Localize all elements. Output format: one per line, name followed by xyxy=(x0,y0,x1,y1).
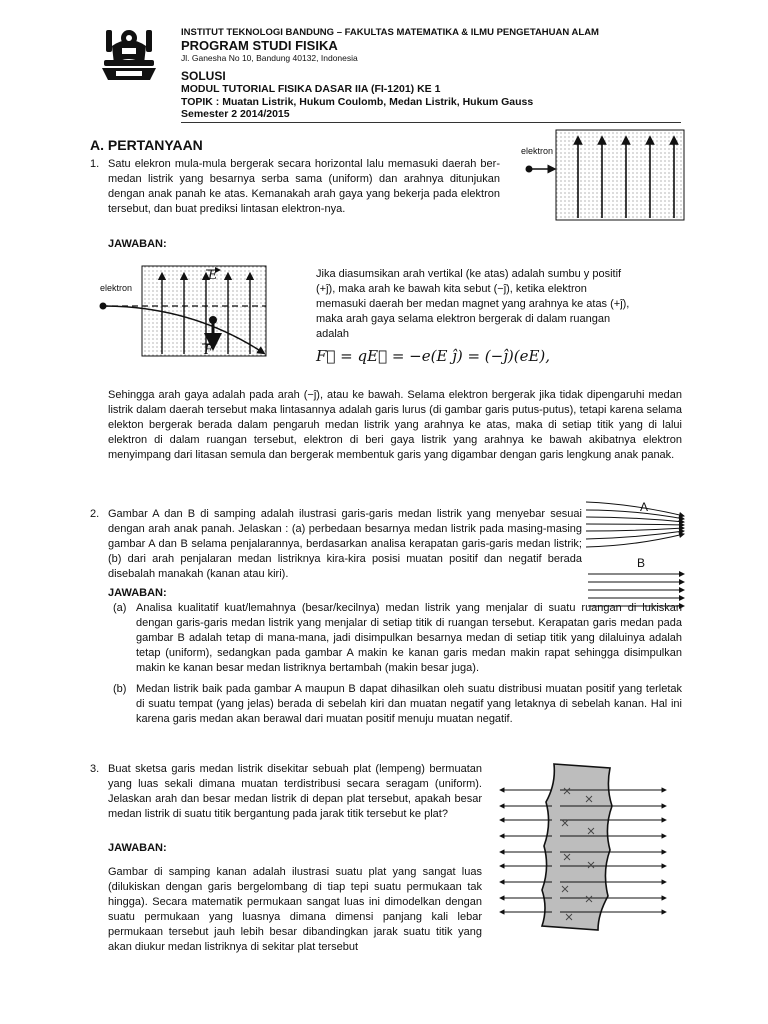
itb-logo xyxy=(98,24,160,84)
figure-a-label: A xyxy=(640,500,649,514)
q2-answer-a: Analisa kualitatif kuat/lemahnya (besar/kecilnya) medan listrik yang menjalar di suatu ruangan di lukiskan dengan garis-garis medan listrik yang menjalar di setiap titik di ruangan tersebut. Kerapatan garis medan pada gambar B adalah tetap di mana-mana, jadi disimpulkan besarnya medan di setiap titik yang dilaluinya adalah tetap (uniform), sedangkan pada gambar A makin ke kanan garis medan makin rapat sehingga disimpulkan makin ke kanan besar medan listriknya bertambah (makin besar juga). xyxy=(136,602,682,674)
q2-text: Gambar A dan B di samping adalah ilustrasi garis-garis medan listrik yang menyebar sesuai dengan arah anak panah. Jelaskan : (a) perbedaan besarnya medan listrik pada masing-masing gambar A dan B selama penjalarannya, berdasarkan analisa kerapatan garis-garis medan listrik; (b) dari arah penjalaran medan listriknya kira-kira posisi muatan positif dan negatif berada disebalah manakah (kanan atau kiri). xyxy=(108,508,582,580)
address: Jl. Ganesha No 10, Bandung 40132, Indonesia xyxy=(181,53,358,63)
q2-answer-b-marker: (b) xyxy=(113,683,127,695)
section-title: A. PERTANYAAN xyxy=(90,137,203,153)
q1-formula: F⃗ = qE⃗ = −e(E ĵ) = (−ĵ)(eE), xyxy=(316,347,551,365)
q1-answer-heading: JAWABAN: xyxy=(108,238,167,250)
field-e-label: E xyxy=(208,268,218,283)
q3-text: Buat sketsa garis medan listrik disekitar sebuah plat (lempeng) bermuatan yang luas sekali dimana muatan terdistribusi secara seragam (uniform). Jelaskan arah dan besar medan listrik di depan plat tersebut, apakah besar medan listrik di suatu titik bergantung pada jarak titik tersebut ke plat? xyxy=(108,763,482,820)
q1-field-figure xyxy=(516,128,688,224)
header-rule xyxy=(181,122,681,123)
q2-field-figure xyxy=(584,498,688,610)
figure-b-label: B xyxy=(637,556,646,570)
program-name: PROGRAM STUDI FISIKA xyxy=(181,38,338,53)
q3-answer-heading: JAWABAN: xyxy=(108,842,167,854)
q1-text: Satu elekron mula-mula bergerak secara horizontal lalu memasuki daerah ber-medan listrik yang besarnya serba sama (uniform) dan arahnya ditunjukan dengan anak panah ke atas. Kemanakah arah gaya yang bekerja pada elektron tersebut, dan buat prediksi lintasan elektron-nya. xyxy=(108,158,500,215)
semester-line: Semester 2 2014/2015 xyxy=(181,108,290,120)
q1-answer-figure xyxy=(96,262,272,362)
doc-type: SOLUSI xyxy=(181,69,226,83)
q2-answer-b: Medan listrik baik pada gambar A maupun B dapat dihasilkan oleh suatu distribusi muatan positif yang terletak di suatu tempat (yang jelas) berada di sebelah kiri dan muatan negatif yang letaknya di sebelah kanan. Hal ini karena garis medan akan berawal dari muatan positif menuju muatan negatif. xyxy=(136,683,682,725)
q2-number: 2. xyxy=(90,508,100,520)
topic-line: TOPIK : Muatan Listrik, Hukum Coulomb, Medan Listrik, Hukum Gauss xyxy=(181,95,534,108)
q2-answer-heading: JAWABAN: xyxy=(108,587,167,599)
q1-answer-fig-label: elektron xyxy=(100,283,133,293)
q3-plate-figure xyxy=(494,758,676,934)
q3-number: 3. xyxy=(90,763,100,775)
q1-answer-side: Jika diasumsikan arah vertikal (ke atas) adalah sumbu y positif (+ĵ), maka arah ke bawah kita sebut (−ĵ), ketika elektron memasuki daerah ber medan magnet yang arahnya ke atas (+ĵ), maka arah gaya selama elektron bergerak di dalam ruangan adalah xyxy=(316,268,630,340)
q3-answer: Gambar di samping kanan adalah ilustrasi suatu plat yang sangat luas (dilukiskan dengan garis bergelombang di tiap tepi suatu permukaan tak hingga). Secara matematik permukaan sangat luas ini dimodelkan dengan suatu permukaan yang luasnya dimana dimensi panjang kali lebar permukaan tersebut jauh lebih besar dibandingkan jarak suatu titik yang akan diukur medan listriknya di sekitar plat tersebut xyxy=(108,866,482,953)
doc-meta xyxy=(181,83,533,121)
institution-name: INSTITUT TEKNOLOGI BANDUNG – FAKULTAS MATEMATIKA & ILMU PENGETAHUAN ALAM xyxy=(181,27,599,38)
module-title: MODUL TUTORIAL FISIKA DASAR IIA (FI-1201) KE 1 xyxy=(181,83,441,95)
q1-answer-paragraph: Sehingga arah gaya adalah pada arah (−ĵ), atau ke bawah. Selama elektron bergerak jika tidak dipengaruhi medan listrik dalam daerah tersebut maka lintasannya adalah garis lurus (di gambar garis putus-putus), tetapi karena selama elekton bergerak berada dalam pengaruh medan listrik yang arahnya ke atas, maka di setiap titik yang di lalui elektron di dalam ruangan tersebut, elektron di beri gaya listrik yang arahnya ke bawah akibatnya elektron menyimpang dari litasan semula dan bergerak membentuk garis yang digambar dengan garis lengkung anak panak. xyxy=(108,389,682,461)
force-f-label: F xyxy=(204,343,214,358)
q2-answer-a-marker: (a) xyxy=(113,602,127,614)
q1-number: 1. xyxy=(90,158,100,170)
q1-figure-label: elektron xyxy=(521,146,554,156)
